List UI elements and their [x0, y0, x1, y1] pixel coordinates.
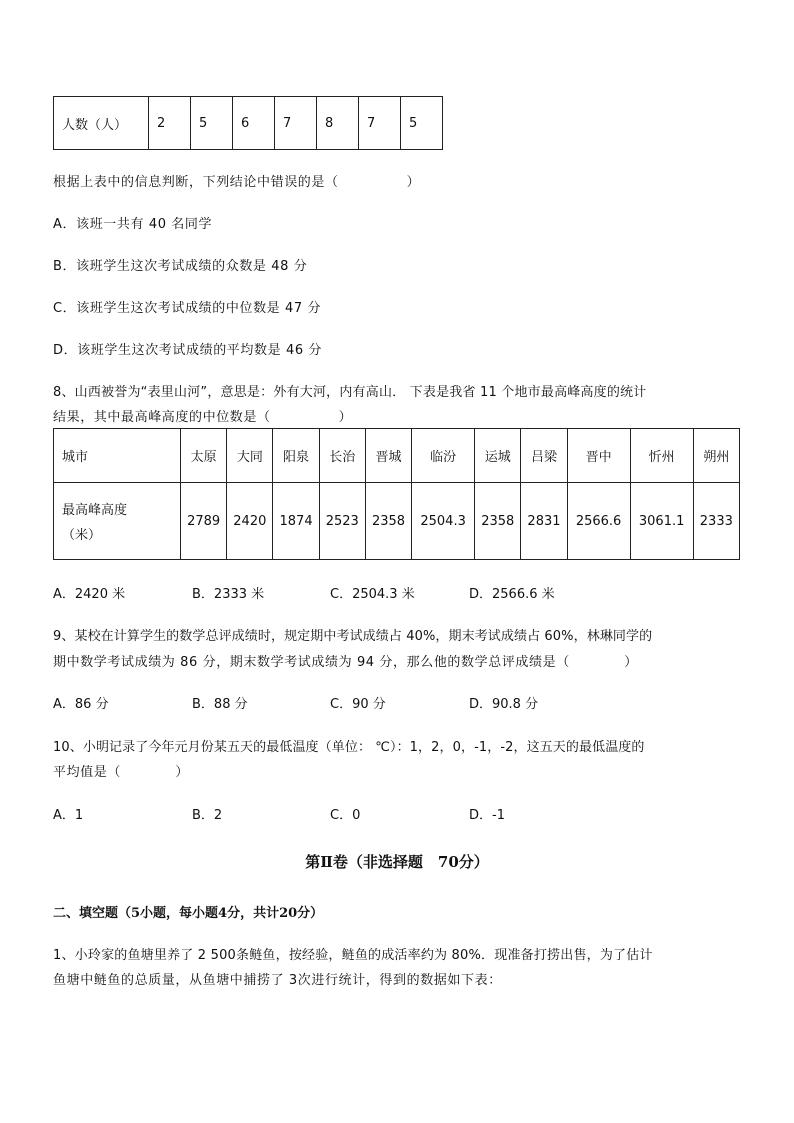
table-header-cell: 运城 [475, 429, 521, 483]
q7-option-d: D．该班学生这次考试成绩的平均数是 46 分 [53, 343, 323, 358]
table-header-cell: 忻州 [630, 429, 693, 483]
peak-height-table [53, 428, 740, 560]
table-cell: 8 [317, 97, 359, 150]
q9-stem-line1: 9、某校在计算学生的数学总评成绩时，规定期中考试成绩占 40%，期末考试成绩占 60%，林琳同学的 [53, 629, 653, 644]
table-header-cell: 朔州 [693, 429, 739, 483]
table-cell: 2523 [319, 483, 365, 560]
table-cell-label: 人数（人） [54, 97, 149, 150]
q8-option-d: D．2566.6 米 [469, 587, 555, 602]
q9-option-c: C．90 分 [330, 697, 386, 712]
q9-option-a: A．86 分 [53, 697, 109, 712]
table-row [54, 483, 740, 560]
q10-option-b: B．2 [192, 808, 223, 823]
fill-q1-line2: 鱼塘中鲢鱼的总质量，从鱼塘中捕捞了 3次进行统计，得到的数据如下表： [53, 973, 502, 988]
table-header-cell: 大同 [227, 429, 273, 483]
table-header-cell: 临汾 [412, 429, 475, 483]
table-row [54, 97, 443, 150]
table-header-cell: 晋中 [567, 429, 630, 483]
table-cell: 2566.6 [567, 483, 630, 560]
q7-option-a: A．该班一共有 40 名同学 [53, 217, 213, 232]
row-label-line2: （米） [62, 528, 102, 543]
table-row [54, 429, 740, 483]
part-two-title: 第Ⅱ卷（非选择题 70分） [305, 853, 489, 871]
table-cell: 5 [191, 97, 233, 150]
q8-stem-line2: 结果，其中最高峰高度的中位数是（ ） [53, 410, 353, 425]
q9-stem-line2: 期中数学考试成绩为 86 分，期末数学考试成绩为 94 分，那么他的数学总评成绩是（ ） [53, 655, 638, 670]
table-header-cell: 吕梁 [521, 429, 567, 483]
q9-option-b: B．88 分 [192, 697, 248, 712]
q7-option-c: C．该班学生这次考试成绩的中位数是 47 分 [53, 301, 322, 316]
table-cell: 3061.1 [630, 483, 693, 560]
q10-option-c: C．0 [330, 808, 361, 823]
q7-stem: 根据上表中的信息判断，下列结论中错误的是（ ） [53, 175, 421, 190]
q7-option-b: B．该班学生这次考试成绩的众数是 48 分 [53, 259, 308, 274]
table-header-cell: 晋城 [365, 429, 411, 483]
q10-option-d: D．-1 [469, 808, 505, 823]
row-label-line1: 最高峰高度 [62, 503, 128, 518]
q8-option-b: B．2333 米 [192, 587, 265, 602]
q8-option-a: A．2420 米 [53, 587, 126, 602]
table-cell: 6 [233, 97, 275, 150]
q8-stem-line1: 8、山西被誉为“表里山河”，意思是：外有大河，内有高山． 下表是我省 11 个地市最高峰高度的统计 [53, 385, 647, 400]
table-cell: 2333 [693, 483, 739, 560]
table-cell: 2789 [181, 483, 227, 560]
table-header-cell: 长治 [319, 429, 365, 483]
q10-option-a: A．1 [53, 808, 84, 823]
table-cell: 5 [401, 97, 443, 150]
table-cell: 2504.3 [412, 483, 475, 560]
table-cell: 2420 [227, 483, 273, 560]
table-row-label [54, 483, 181, 560]
q10-stem-line1: 10、小明记录了今年元月份某五天的最低温度（单位： ℃）：1，2，0，-1，-2，这五天的最低温度的 [53, 740, 645, 755]
q8-option-c: C．2504.3 米 [330, 587, 415, 602]
table-cell: 7 [359, 97, 401, 150]
table-cell: 1874 [273, 483, 319, 560]
table-cell: 2358 [365, 483, 411, 560]
table-header-label: 城市 [54, 429, 181, 483]
table-cell: 2358 [475, 483, 521, 560]
q10-stem-line2: 平均值是（ ） [53, 765, 190, 780]
fill-q1-line1: 1、小玲家的鱼塘里养了 2 500条鲢鱼，按经验，鲢鱼的成活率约为 80%．现准备打捞出售，为了估计 [53, 948, 653, 963]
table-header-cell: 阳泉 [273, 429, 319, 483]
table-header-cell: 太原 [181, 429, 227, 483]
fill-in-section-heading: 二、填空题（5小题，每小题4分，共计20分） [53, 906, 324, 921]
table-cell: 7 [275, 97, 317, 150]
table-cell: 2 [149, 97, 191, 150]
score-count-table [53, 96, 443, 150]
q9-option-d: D．90.8 分 [469, 697, 539, 712]
table-cell: 2831 [521, 483, 567, 560]
